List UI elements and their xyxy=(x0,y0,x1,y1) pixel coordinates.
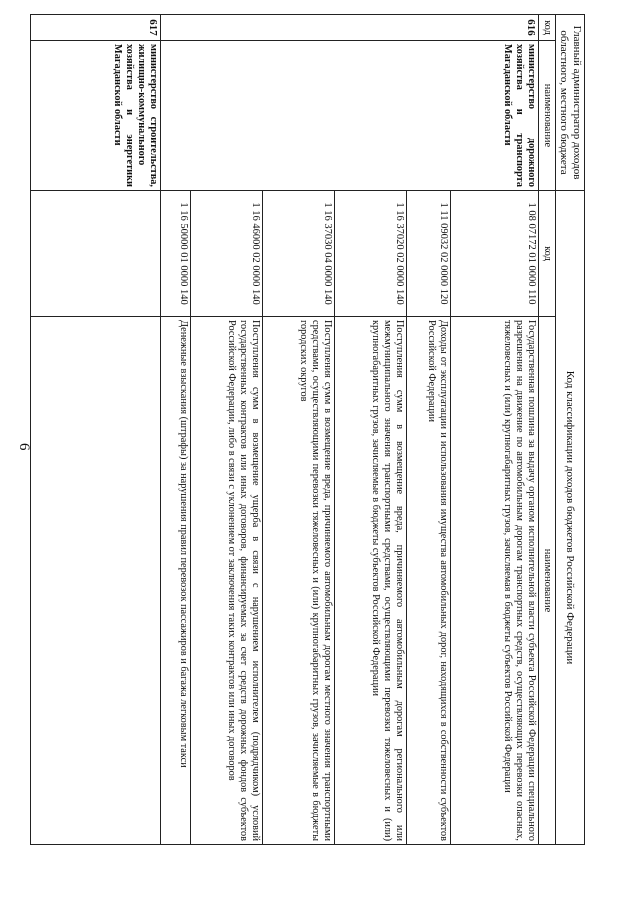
income-name-empty xyxy=(31,317,161,845)
admin-name: министерство строительства, жилищно-коммунального хозяйства и энергетики Магаданской области xyxy=(31,41,161,191)
income-code: 1 11 09032 02 0000 120 xyxy=(407,191,451,317)
header-admin-name: наименование xyxy=(539,41,556,191)
admin-name: министерство дорожного хозяйства и транспорта Магаданской области xyxy=(161,41,539,191)
income-code: 1 16 37030 04 0000 140 xyxy=(263,191,335,317)
revenue-classification-table xyxy=(30,14,585,844)
income-code: 1 16 46000 02 0000 140 xyxy=(191,191,263,317)
income-code: 1 16 37020 02 0000 140 xyxy=(335,191,407,317)
header-admin-group: Главный администратор доходов областного, местного бюджета xyxy=(556,15,585,191)
header-kbk-name: наименование xyxy=(539,317,556,845)
header-kbk-code: код xyxy=(539,191,556,317)
income-name: Поступления сумм в возмещение вреда, причиняемого автомобильным дорогам регионального или межмуниципального значения транспортными средствами, осуществляющими перевозки тяжеловесных и (или) крупногабаритных грузов, зачисляемые в бюджеты субъектов Российской Федерации xyxy=(335,317,407,845)
income-code: 1 08 07172 01 0000 110 xyxy=(451,191,539,317)
header-kbk-group: Код классификации доходов бюджетов Российской Федерации xyxy=(556,191,585,845)
income-code-empty xyxy=(31,191,161,317)
page-number: 6 xyxy=(16,443,32,451)
income-code: 1 16 50000 01 0000 140 xyxy=(161,191,191,317)
table-row xyxy=(31,15,161,845)
income-name: Доходы от эксплуатации и использования имущества автомобильных дорог, находящихся в собственности субъектов Российской Федерации xyxy=(407,317,451,845)
income-name: Поступления сумм в возмещение вреда, причиняемого автомобильным дорогам местного значения транспортными средствами, осуществляющими перевозки тяжеловесных и (или) крупногабаритных грузов, зачисляемые в бюджеты городских округов xyxy=(263,317,335,845)
income-name: Государственная пошлина за выдачу органом исполнительной власти субъекта Российской Федерации специального разрешения на движение по автомобильным дорогам транспортных средств, осуществляющих перевозки опасных, тяжеловесных и (или) крупногабаритных грузов, зачисляемая в бюджеты субъектов Российской Федерации xyxy=(451,317,539,845)
admin-code: 616 xyxy=(161,15,539,41)
table-row xyxy=(451,15,539,845)
income-name: Денежные взыскания (штрафы) за нарушения правил перевозок пассажиров и багажа легковым такси xyxy=(161,317,191,845)
header-admin-code: код xyxy=(539,15,556,41)
admin-code: 617 xyxy=(31,15,161,41)
income-name: Поступления сумм в возмещение ущерба в связи с нарушением исполнителем (подрядчиком) условий государственных контрактов или иных договоров, финансируемых за счет средств дорожных фондов субъектов Российской Федерации, либо в связи с уклонением от заключения таких контрактов или иных договоров xyxy=(191,317,263,845)
